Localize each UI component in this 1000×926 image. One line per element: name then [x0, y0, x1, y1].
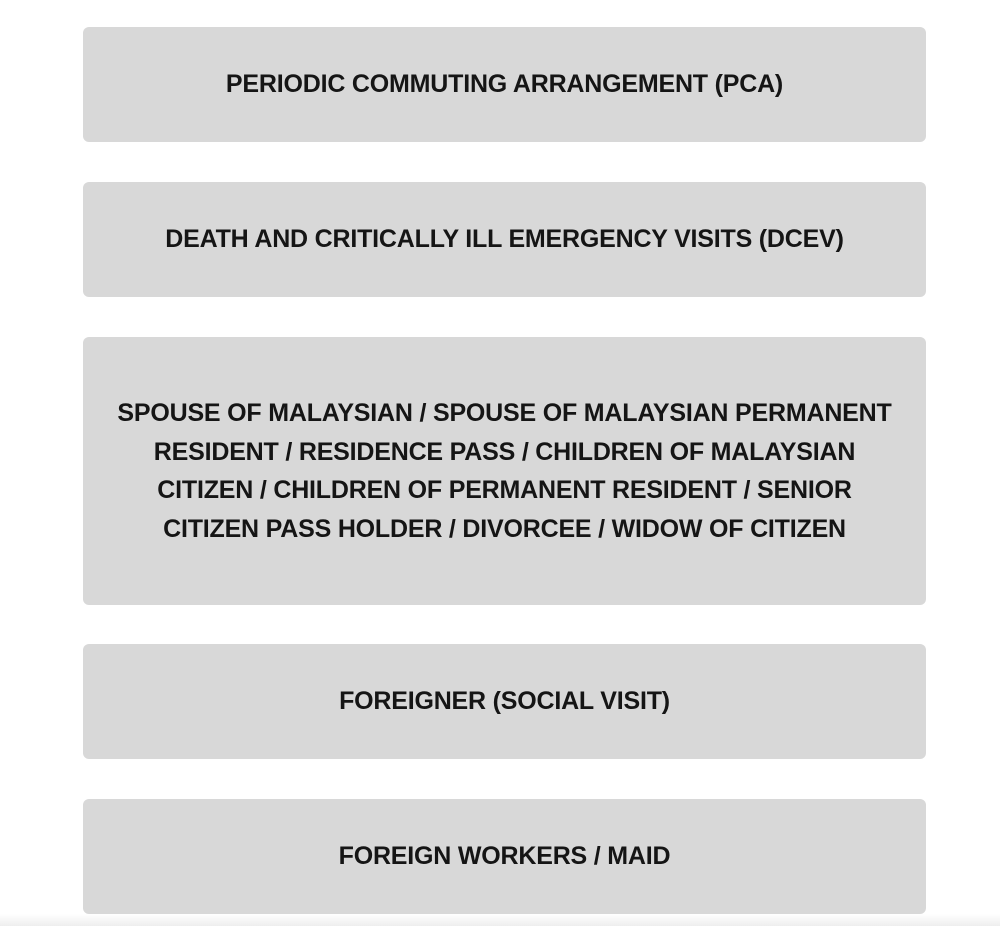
option-label: PERIODIC COMMUTING ARRANGEMENT (PCA)	[225, 70, 784, 99]
option-label: FOREIGNER (SOCIAL VISIT)	[339, 687, 670, 716]
option-label: SPOUSE OF MALAYSIAN / SPOUSE OF MALAYSIAN PERMANENT RESIDENT / RESIDENCE PASS / CHILDREN OF MALAYSIAN CITIZEN / CHILDREN OF PERMANENT RESIDENT / SENIOR CITIZEN PASS HOLDER / DIVORCEE / WIDOW OF CITIZEN	[117, 399, 892, 543]
option-label: FOREIGN WORKERS / MAID	[338, 842, 671, 871]
option-spouse-family-button[interactable]	[83, 337, 926, 605]
bottom-fade	[0, 914, 1000, 926]
option-pca-button[interactable]	[83, 27, 926, 142]
option-foreigner-social-visit-button[interactable]	[83, 644, 926, 759]
option-dcev-button[interactable]	[83, 182, 926, 297]
entry-category-list	[83, 27, 926, 914]
option-foreign-workers-button[interactable]	[83, 799, 926, 914]
option-label: DEATH AND CRITICALLY ILL EMERGENCY VISITS (DCEV)	[165, 225, 844, 254]
